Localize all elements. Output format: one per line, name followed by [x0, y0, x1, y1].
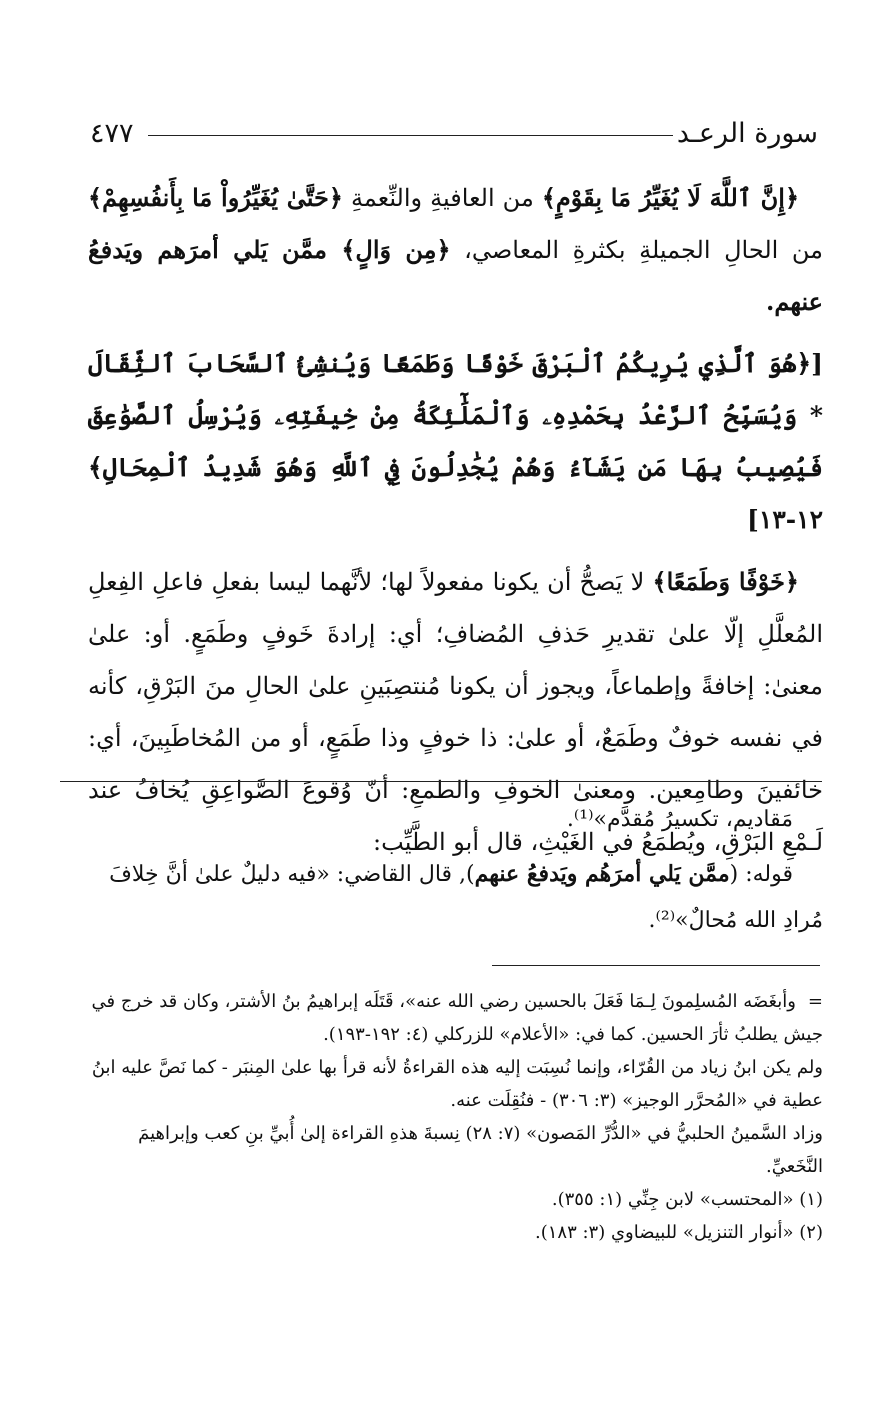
gloss-quote: ممَّن يَلي أمرَهُم ويَدفعُ عنهم — [474, 861, 730, 887]
header-rule — [148, 135, 673, 136]
footnote-2: (٢) «أنوار التنزيل» للبيضاوي (٣: ١٨٣). — [534, 1222, 823, 1243]
commentary-text: من الحالِ الجميلةِ بكثرةِ المعاصي، — [450, 236, 824, 264]
footnote-divider — [492, 965, 820, 966]
verse-block: [﴿هُوَ ٱلَّذِي يُرِيكُمُ ٱلْبَرْقَ خَوْفًا وَطَمَعًا وَيُنشِئُ ٱلسَّحَابَ ٱلثِّقَالَ * وَيُسَبِّحُ ٱلرَّعْدُ بِحَمْدِهِۦ وَٱلْمَلَٰٓئِكَةُ مِنْ خِيفَتِهِۦ وَيُرْسِلُ ٱلصَّوَٰعِقَ فَيُصِيبُ بِهَا مَن يَشَآءُ وَهُمْ يُجَٰدِلُونَ فِي ٱللَّهِ وَهُوَ شَدِيدُ ٱلْمِحَالِ﴾ ١٢-١٣] — [88, 349, 823, 534]
page-number: ٤٧٧ — [90, 118, 134, 149]
main-paragraph-1 — [88, 172, 823, 328]
page-header — [90, 118, 818, 158]
ayah-quote: ﴿إِنَّ ٱللَّهَ لَا يُغَيِّرُ مَا بِقَوْمٍ﴾ — [541, 183, 800, 212]
gloss-lead: قوله: ( — [729, 862, 793, 887]
footnote-continuation — [88, 985, 823, 1051]
continuation-mark: = — [807, 991, 823, 1012]
gloss-paragraph-2 — [88, 851, 823, 944]
ayah-quote: ﴿خَوْفًا وَطَمَعًا﴾ — [652, 567, 799, 596]
ayah-quote: ﴿حَتَّىٰ يُغَيِّرُواْ مَا بِأَنفُسِهِمْ﴾ — [88, 183, 343, 212]
section-divider — [60, 781, 822, 782]
footnote-text: وزاد السَّمينُ الحلبيُّ في «الدُّرِّ المَصون» (٧: ٢٨) نِسبةَ هذهِ القراءة إلىٰ أُبيِّ بنِ كعب وإبراهيمَ النَّخَعيِّ. — [138, 1123, 823, 1177]
gloss-paragraph-1: مَقاديم، تكسيرُ مُقدَّم»⁽¹⁾. — [566, 807, 793, 832]
ayah-quote: ﴿مِن وَالٍ﴾ — [341, 235, 451, 264]
footnote-text: وأبغَضَه المُسلِمونَ لِـمَا فَعَلَ بالحسين رضي الله عنه»، قَتَلَه إبراهيمُ بنُ الأشتر، وكان قد خرج في جيش يطلبُ ثأرَ الحسين. كما في: «الأعلام» للزركلي (٤: ١٩٢-١٩٣). — [91, 991, 823, 1045]
commentary-text: من العافيةِ والنِّعمةِ — [342, 184, 542, 212]
footnote-1: (١) «المحتسب» لابن جِنِّي (١: ٣٥٥). — [551, 1189, 823, 1210]
footnotes — [88, 985, 823, 1249]
gloss-section — [88, 797, 823, 952]
commentary-text: لا يَصحُّ أن يكونا مفعولاً لها؛ لأنَّهما ليسا بفعلِ فاعلِ الفِعلِ المُعلَّلِ إلّا علىٰ تقديرِ حَذفِ المُضافِ؛ أي: إرادةَ خَوفٍ وطَمَعٍ. أو: علىٰ معنىٰ: إخافةً وإطماعاً، ويجوز أن يكونا مُنتصِبَينِ علىٰ الحالِ منَ البَرْقِ، كأنه في نفسه خوفٌ وطَمَعٌ، أو علىٰ: ذا خوفٍ وذا طَمَعٍ، أو من المُخاطَبِينَ، أي: خائفينَ وطامِعين. ومعنىٰ الخوفِ والطمعِ: أنّ وُقوعَ الصَّواعِقِ يُخافُ عند لَـمْعِ البَرْقِ، ويُطمَعُ في الغَيْثِ، قال أبو الطَّيِّب: — [88, 568, 823, 856]
surah-title: سورة الرعـد — [676, 118, 818, 149]
commentary-text: ممَّن يَلي أمرَهم ويَدفعُ عنهم. — [88, 235, 823, 316]
gloss-rest: ), قال القاضي: «فيه دليلٌ علىٰ أنَّ خِلافَ مُرادِ الله مُحالٌ»⁽²⁾. — [109, 862, 823, 933]
footnote-text: ولم يكن ابنُ زياد من القُرّاء، وإنما نُسِبَت إليه هذه القراءةُ لأنه قرأ بها علىٰ المِنبَر - كما نَصَّ عليه ابنُ عطية في «المُحرَّر الوجيز» (٣: ٣٠٦) - فنُقِلَت عنه. — [91, 1057, 823, 1111]
main-text — [88, 172, 823, 878]
